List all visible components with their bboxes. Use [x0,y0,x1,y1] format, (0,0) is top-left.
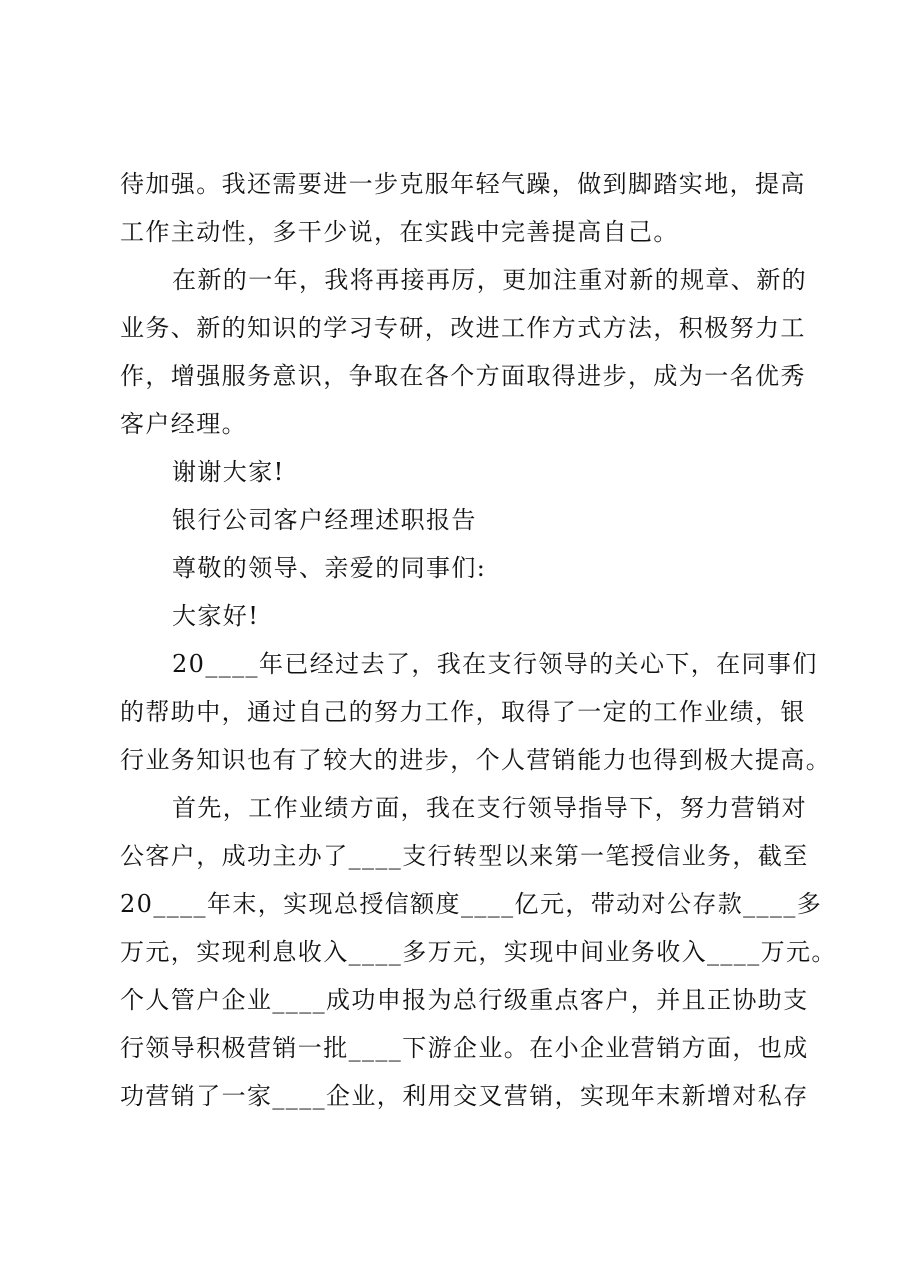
text-line: 20____年末，实现总授信额度____亿元，带动对公存款____多 [120,890,823,918]
text-line: 万元，实现利息收入____多万元，实现中间业务收入____万元。 [120,938,837,966]
section-title [120,496,800,544]
text-line: 行业务知识也有了较大的进步，个人营销能力也得到极大提高。 [120,746,832,774]
text-line: 客户经理。 [120,410,247,438]
greeting [120,592,800,640]
text-line: 业务、新的知识的学习专研，改进工作方式方法，积极努力工 [120,314,806,342]
text-line: 行领导积极营销一批____下游企业。在小企业营销方面，也成 [120,1034,809,1062]
paragraph-self-improvement [120,160,806,256]
text-line: 待加强。我还需要进一步克服年轻气躁，做到脚踏实地，提高 [120,170,806,198]
text-line: 的帮助中，通过自己的努力工作，取得了一定的工作业绩，银 [120,698,806,726]
text-line: 公客户，成功主办了____支行转型以来第一笔授信业务，截至 [120,842,809,870]
text-line: 工作主动性，多干少说，在实践中完善提高自己。 [120,218,679,246]
paragraph-thanks [120,448,800,496]
text-line: 功营销了一家____企业，利用交叉营销，实现年末新增对私存 [120,1082,809,1110]
text-line: 作，增强服务意识，争取在各个方面取得进步，成为一名优秀 [120,362,806,390]
paragraph-performance [120,784,837,1120]
paragraph-new-year-plan [120,256,807,448]
text-line: 大家好! [172,602,260,630]
text-line: 个人管户企业____成功申报为总行级重点客户，并且正协助支 [120,986,809,1014]
document-body [120,160,837,1120]
text-line: 在新的一年，我将再接再厉，更加注重对新的规章、新的 [172,266,807,294]
text-line: 谢谢大家! [172,458,285,486]
salutation [120,544,800,592]
text-line: 尊敬的领导、亲爱的同事们: [172,554,487,582]
text-line: 银行公司客户经理述职报告 [172,506,477,534]
text-line: 20____年已经过去了，我在支行领导的关心下，在同事们 [172,650,818,678]
paragraph-year-review [120,640,832,784]
text-line: 首先，工作业绩方面，我在支行领导指导下，努力营销对 [172,794,807,822]
